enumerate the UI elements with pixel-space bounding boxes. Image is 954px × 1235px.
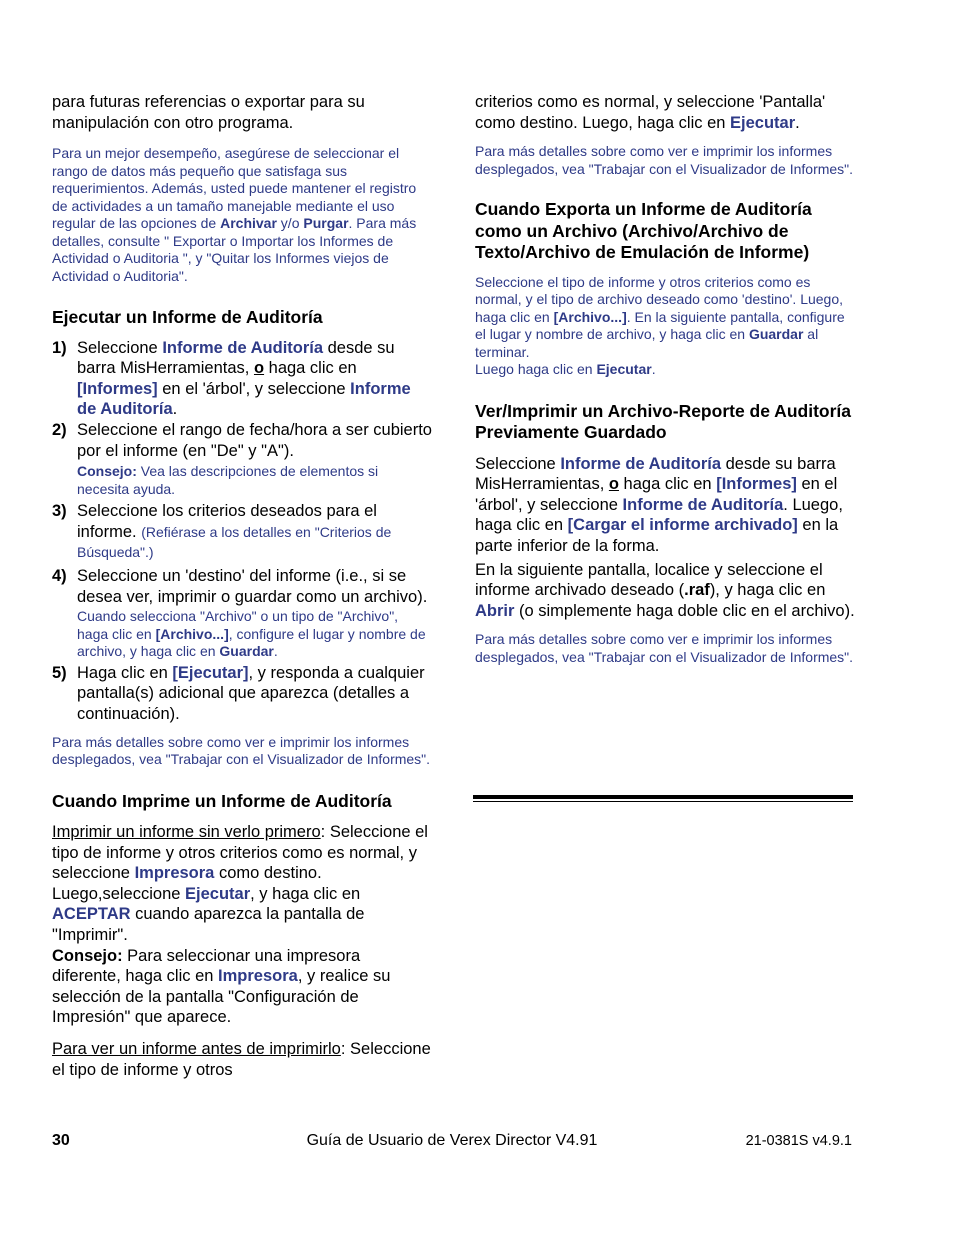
body-text: , y realice su selección de la pantalla "Configuración de Impresión" que aparece. (52, 967, 391, 1027)
rule-thin-line (473, 801, 853, 802)
body-text: ), y haga clic en (709, 581, 826, 600)
body-text: . Luego, haga clic en (475, 495, 843, 535)
heading-ver-imprimir-archivo: Ver/Imprimir un Archivo-Reporte de Auditoría Previamente Guardado (475, 400, 851, 443)
step-text: , y responda a cualquier pantalla(s) adicional que aparezca (detalles a continuación). (77, 663, 425, 723)
body-text: Seleccione (475, 454, 561, 473)
note-text: al terminar. (475, 326, 819, 360)
purgar-option: Purgar (303, 215, 349, 232)
archivar-option: Archivar (220, 215, 277, 232)
step-2 (52, 420, 432, 498)
cargar-informe-archivado-link: [Cargar el informe archivado] (567, 516, 798, 535)
viewer-note: Para más detalles sobre como ver e imprimir los informes desplegados, vea "Trabajar con el Visualizador de Informes". (475, 631, 854, 665)
right-column (475, 92, 855, 666)
ejecutar-link: Ejecutar (185, 884, 251, 903)
left-column (52, 92, 432, 1080)
tip-label: Consejo: (52, 946, 123, 965)
archivo-note (77, 608, 432, 661)
steps-list (52, 338, 432, 725)
step-5 (52, 663, 432, 725)
intro-paragraph: para futuras referencias o exportar para su manipulación con otro programa. (52, 93, 365, 132)
note-text: Cuando selecciona "Archivo" o un tipo de "Archivo", haga clic en (77, 608, 399, 642)
note-text: . En la siguiente pantalla, configure el lugar y nombre de archivo, y haga clic en (475, 308, 845, 343)
step-number: 2) (52, 421, 67, 440)
guardar-button-ref: Guardar (219, 643, 274, 660)
body-text: , y haga clic en (250, 884, 361, 903)
document-code: 21-0381S v4.9.1 (745, 1133, 852, 1149)
note-text: . (273, 643, 278, 660)
body-text: desde su barra MisHerramientas, (475, 454, 836, 494)
note-text: . Para más detalles, consulte " Exportar o Importar los Informes de Actividad o Auditoria ", y "Quitar los Informes viejos de Actividad o Auditoria". (52, 215, 417, 284)
impresora-link: Impresora (218, 967, 298, 986)
heading-imprime-informe: Cuando Imprime un Informe de Auditoría (52, 790, 392, 811)
print-preview-label: Para ver un informe antes de imprimirlo (52, 1039, 341, 1058)
ejecutar-link: [Ejecutar] (172, 663, 249, 682)
body-text: en el 'árbol', y seleccione (475, 475, 838, 514)
section-end-rule (473, 795, 853, 802)
note-text: Para un mejor desempeño, asegúrese de seleccionar el rango de datos más pequeño que satisfaga sus requerimientos. Además, usted puede mantener el registro de actividades a un tamaño manejable mediante el uso regular de las opciones de (52, 145, 417, 232)
note-text: y/o (276, 215, 304, 232)
step-text: Haga clic en (77, 663, 173, 682)
tip-text: Vea las descripciones de elementos si necesita ayuda. (77, 463, 379, 497)
step-text: Seleccione el rango de fecha/hora a ser cubierto por el informe (en "De" y "A"). (77, 421, 432, 460)
tip-note (77, 463, 432, 498)
page-number: 30 (52, 1132, 70, 1149)
step-3 (52, 501, 432, 563)
body-text: en la parte inferior de la forma. (475, 516, 839, 556)
abrir-link: Abrir (475, 601, 515, 620)
note-text: Seleccione el tipo de informe y otros criterios como es normal, y el tipo de archivo deseado como 'destino'. Luego, haga clic en (475, 273, 844, 325)
viewer-note: Para más detalles sobre como ver e imprimir los informes desplegados, vea "Trabajar con el Visualizador de Informes". (52, 733, 431, 767)
step-text: haga clic en (264, 359, 357, 378)
saved-report-paragraph-2 (475, 560, 855, 622)
step-number: 4) (52, 567, 67, 586)
informe-auditoria-link: Informe de Auditoría (560, 454, 722, 473)
rule-thick-line (473, 795, 853, 799)
informes-link: [Informes] (77, 379, 158, 398)
or-word: o (608, 475, 619, 494)
note-text: , configure el lugar y nombre de archivo, y haga clic en (77, 625, 426, 660)
page-footer (52, 1132, 852, 1154)
tip-label: Consejo: (77, 463, 137, 480)
note-text: . (651, 361, 656, 378)
body-text: cuando aparezca la pantalla de "Imprimir". (52, 905, 365, 944)
impresora-link: Impresora (134, 864, 215, 883)
guardar-button-ref: Guardar (748, 326, 804, 343)
step-text: Seleccione (77, 338, 163, 357)
informe-auditoria-link: Informe de Auditoría (77, 379, 411, 419)
print-direct-paragraph (52, 822, 432, 1028)
step-number: 1) (52, 338, 67, 357)
informes-link: [Informes] (716, 475, 797, 494)
informe-auditoria-link: Informe de Auditoría (162, 338, 324, 357)
performance-note (52, 145, 432, 285)
saved-report-paragraph-1 (475, 454, 855, 557)
informe-auditoria-link: Informe de Auditoría (622, 495, 784, 514)
print-preview-paragraph (52, 1039, 432, 1080)
print-direct-label: Imprimir un informe sin verlo primero (52, 823, 321, 841)
heading-exporta-informe: Cuando Exporta un Informe de Auditoría como un Archivo (Archivo/Archivo de Texto/Archivo de Emulación de Informe) (475, 199, 812, 263)
export-note (475, 274, 855, 379)
note-text: Luego haga clic en (475, 361, 597, 378)
raf-extension: .raf (684, 581, 710, 600)
step-1 (52, 338, 432, 420)
continued-paragraph (475, 92, 855, 133)
footer-title: Guía de Usuario de Verex Director V4.91 (306, 1132, 598, 1149)
body-text: criterios como es normal, y seleccione 'Pantalla' como destino. Luego, haga clic en (475, 93, 826, 132)
body-text: como destino. Luego,seleccione (52, 864, 322, 903)
step-text: Seleccione los criterios deseados para el informe. (77, 502, 377, 541)
or-word: o (253, 359, 265, 378)
body-text: haga clic en (618, 475, 717, 494)
aceptar-link: ACEPTAR (52, 905, 131, 924)
body-text: En la siguiente pantalla, localice y seleccione el informe archivado deseado ( (475, 560, 823, 600)
body-text: : Seleccione el tipo de informe y otros criterios como es normal, y seleccione (52, 823, 428, 883)
archivo-button-ref: [Archivo...] (553, 308, 627, 325)
archivo-button-ref: [Archivo...] (155, 625, 229, 642)
criteria-note: (Refiérase a los detalles en "Criterios de Búsqueda".) (77, 523, 392, 561)
step-text: en el 'árbol', y seleccione (157, 379, 351, 398)
step-number: 3) (52, 502, 67, 521)
body-text: (o simplemente haga doble clic en el archivo). (514, 601, 855, 620)
step-number: 5) (52, 663, 67, 682)
heading-ejecutar-informe: Ejecutar un Informe de Auditoría (52, 307, 323, 328)
step-4 (52, 566, 432, 661)
step-text: Seleccione un 'destino' del informe (i.e., si se desea ver, imprimir o guardar como un archivo). (77, 567, 428, 606)
body-text: : Seleccione el tipo de informe y otros (52, 1039, 431, 1079)
body-text: . (795, 113, 800, 132)
step-text: desde su barra MisHerramientas, (77, 338, 395, 378)
ejecutar-link: Ejecutar (730, 113, 796, 132)
step-text: . (172, 400, 178, 419)
viewer-note: Para más detalles sobre como ver e imprimir los informes desplegados, vea "Trabajar con el Visualizador de Informes". (475, 143, 854, 177)
ejecutar-button-ref: Ejecutar (596, 361, 652, 378)
body-text: Para seleccionar una impresora diferente, haga clic en (52, 946, 361, 986)
